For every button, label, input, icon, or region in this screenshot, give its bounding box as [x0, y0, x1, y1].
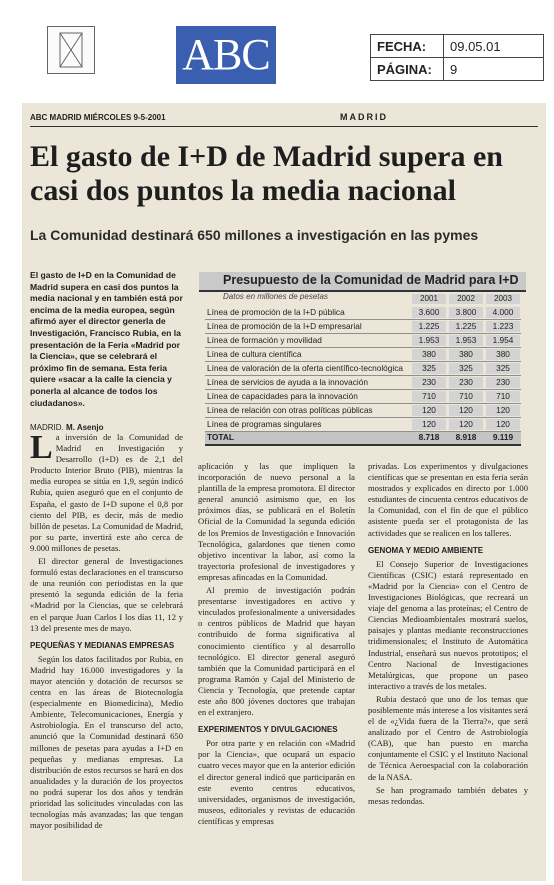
row-value: 3.600 — [412, 307, 446, 318]
total-value: 8.718 — [418, 432, 440, 442]
row-value: 1.954 — [486, 335, 520, 346]
byline-author: M. Asenjo — [66, 423, 104, 432]
body-text: a inversión de la Comunidad de Madrid en Investigación y Desarrollo (I+D) es de 2,1 del Producto Interior Bruto (PIB), mientras la media europea se sitúa en 1,9, según indicó Rubia, quien aseguró que en el conjunto de España, el gasto de I+D supone el 0,8 por ciento del PIB, es decir, más de medio billón de pesetas. La Comunidad de Madrid, por su parte, invertirá este año cerca de 9.000 millones de pesetas. — [30, 432, 183, 553]
row-value: 120 — [486, 419, 520, 430]
body-paragraph: Se han programado también debates y mesas redondas. — [368, 784, 528, 806]
row-value: 710 — [486, 391, 520, 402]
year-header: 2001 — [412, 294, 446, 304]
fecha-label: FECHA: — [371, 35, 444, 58]
section-heading: PEQUEÑAS Y MEDIANAS EMPRESAS — [30, 640, 175, 650]
pagina-label: PÁGINA: — [371, 58, 444, 81]
row-value: 325 — [412, 363, 446, 374]
archive-stamp — [47, 26, 95, 74]
body-paragraph: Rubia destacó que uno de los temas que posiblemente más interese a los visitantes será el de «¿Vida fuera de la Tierra?», que será analizado por el Centro de Astrobiología (CAB), que han puesto en marcha conjuntamente el CSIC y el Instituto Nacional de Técnica Aeroespacial con la colaboración de la NASA. — [368, 693, 528, 782]
body-paragraph: El director general de Investigaciones formuló estas declaraciones en el transcurso de una reunión con periodistas en la que presentó la segunda edición de la feria «Madrid por la Ciencias, que se celebrará en el parque Juan Carlos I los días 11, 12 y 13 del presente mes de mayo. — [30, 556, 183, 633]
row-value: 230 — [412, 377, 446, 388]
body-paragraph: Por otra parte y en relación con «Madrid por la Ciencia», que ocupará un espacio cuatro veces mayor que en la anterior edición el director general indicó que participarán en este evento centros educativos, universidades, organismos de investigación, museos, editoriales y revistas de educación científicas y empresas — [198, 738, 355, 826]
row-value: 120 — [412, 405, 446, 416]
table-total-row — [205, 432, 521, 446]
row-value: 3.800 — [449, 307, 483, 318]
stamp-cross-icon — [48, 27, 94, 73]
section-heading: EXPERIMENTOS Y DIVULGACIONES — [198, 725, 338, 735]
table-row — [205, 307, 521, 320]
row-value: 1.953 — [412, 335, 446, 346]
row-value: 710 — [449, 391, 483, 402]
section-heading: GENOMA Y MEDIO AMBIENTE — [368, 545, 484, 555]
drop-cap: L — [30, 429, 53, 466]
row-value: 380 — [449, 349, 483, 360]
row-label: Línea de valoración de la oferta científico-tecnológica — [207, 363, 404, 373]
table-title: Presupuesto de la Comunidad de Madrid para I+D — [223, 273, 519, 287]
year-header: 2002 — [449, 294, 483, 304]
article-column-1 — [30, 429, 183, 833]
body-paragraph: El Consejo Superior de Investigaciones Científicas (CSIC) estará representado en «Madrid por la Ciencia» con el Centro de Investigaciones Biológicas, que recreará un viaje del genoma a las proteínas; el Centro de Ciencias Medioambientales mostrará suelos, paisajes y plantas mediante reconstrucciones tridimensionales; el Instituto de Automática Industrial, enseñará sus nuevos prototipos; el Centro Nacional de Investigaciones Metalúrgicas, que propone un paseo interactivo a través de los metales. — [368, 558, 528, 691]
table-row — [205, 349, 521, 362]
row-label: Línea de relación con otras políticas públicas — [207, 405, 373, 415]
table-row — [205, 419, 521, 432]
pagina-value: 9 — [444, 58, 544, 81]
year-header: 2003 — [486, 294, 520, 304]
row-value: 120 — [486, 405, 520, 416]
row-label: Línea de promoción de la I+D pública — [207, 307, 345, 317]
row-label: Línea de programas singulares — [207, 419, 322, 429]
budget-table — [199, 270, 526, 446]
body-paragraph: Al premio de investigación podrán presentarse investigadores en activo y vinculados profesionalmente a universidades o centros públicos de Madrid que hayan contribuido de forma significativa al conocimiento científico y al desarrollo tecnológico. El director general aseguró también que la Comunidad participará en el programa Ramón y Cajal del Ministerio de Ciencia y Tecnología, que pretende captar este año 800 jóvenes doctores que trabajan en el extranjero. — [198, 585, 355, 718]
article-column-3 — [368, 461, 528, 809]
row-label: Línea de cultura científica — [207, 349, 302, 359]
row-value: 1.223 — [486, 321, 520, 332]
table-row — [205, 391, 521, 404]
row-label: Línea de promoción de la I+D empresarial — [207, 321, 362, 331]
running-head-date: ABC MADRID MIÉRCOLES 9-5-2001 — [30, 113, 166, 122]
section-label: MADRID — [340, 112, 388, 122]
date-page-box — [370, 34, 544, 81]
row-value: 4.000 — [486, 307, 520, 318]
row-value: 230 — [486, 377, 520, 388]
body-paragraph: Según los datos facilitados por Rubia, en Madrid hay 16.000 investigadores y la mayor atención y dotación de recursos se centra en las áreas de Biotecnología (especialmente en Biomedicina), Medio Ambiente, Telecomunicaciones, Energía y Astrobiología. En el transcurso del acto, anunció que la Comunidad destinará 650 millones de pesetas para ayudas a I+D en pequeñas y medianas empresas. La distribución de estos recursos se hará en dos anualidades y la duración de los proyectos no podrá superar los dos años y tendrán prioridad las solicitudes vinculadas con las tecnologías más avanzadas; las que tengan mayor posibilidad de — [30, 653, 183, 831]
table-row — [205, 405, 521, 418]
row-label: Línea de servicios de ayuda a la innovación — [207, 377, 368, 387]
row-value: 120 — [449, 419, 483, 430]
table-row — [205, 321, 521, 334]
table-row — [205, 335, 521, 348]
body-paragraph: aplicación y las que impliquen la incorporación de nuevo personal a la plantilla de la empresa promotora. El director general anunció asimismo que, en los próximos días, se publicará en el Boletín Oficial de la Comunidad la segunda edición de los Premios de Investigación e Innovación Tecnológica, galardones que tienen como objetivo incentivar la labor, así como la trayectoria profesional de investigadores y empresas afincadas en la Comunidad. — [198, 461, 355, 582]
fecha-value: 09.05.01 — [444, 35, 544, 58]
row-value: 230 — [449, 377, 483, 388]
running-head — [30, 112, 538, 127]
row-value: 380 — [486, 349, 520, 360]
row-value: 710 — [412, 391, 446, 402]
table-row — [205, 377, 521, 390]
total-value: 8.918 — [455, 432, 477, 442]
row-label: Línea de formación y movilidad — [207, 335, 322, 345]
row-value: 325 — [486, 363, 520, 374]
table-row — [205, 363, 521, 376]
byline-place: MADRID. — [30, 423, 64, 432]
row-value: 120 — [449, 405, 483, 416]
row-label: Línea de capacidades para la innovación — [207, 391, 358, 401]
row-value: 325 — [449, 363, 483, 374]
row-value: 380 — [412, 349, 446, 360]
row-value: 1.953 — [449, 335, 483, 346]
row-value: 120 — [412, 419, 446, 430]
subheadline: La Comunidad destinará 650 millones a investigación en las pymes — [30, 227, 479, 243]
article-column-2 — [198, 461, 355, 829]
total-label: TOTAL — [207, 432, 234, 442]
body-paragraph — [30, 429, 183, 554]
table-note: Datos en millones de pesetas — [223, 292, 328, 301]
table-title-bar — [199, 272, 526, 292]
lead-paragraph: El gasto de I+D en la Comunidad de Madrid supera en casi dos puntos la media nacional y en también está por encima de la media europea, según afirmó ayer el director generla de Investigación, Francisco Rubia, en la presentación de la Feria «Madrid por la Ciencia», que se celebrará el próximo fin de semana. Esta feria quiere «sacar a la calle la ciencia y ponerla al alcance de todos los ciudadanos». — [30, 270, 183, 408]
headline: El gasto de I+D de Madrid supera en casi dos puntos la media nacional — [30, 140, 503, 207]
total-value: 9.119 — [492, 432, 514, 442]
body-paragraph: privadas. Los experimentos y divulgaciones científicas que se presentan en esta feria serán mostrados y explicados en directo por 1.000 estudiantes de cincuenta centros educativos de la Comunidad, con el fin de que el público asistente pueda ser el protagonista de las actividades que se realicen en los talleres. — [368, 461, 528, 538]
abc-logo: ABC — [176, 26, 276, 84]
row-value: 1.225 — [412, 321, 446, 332]
row-value: 1.225 — [449, 321, 483, 332]
